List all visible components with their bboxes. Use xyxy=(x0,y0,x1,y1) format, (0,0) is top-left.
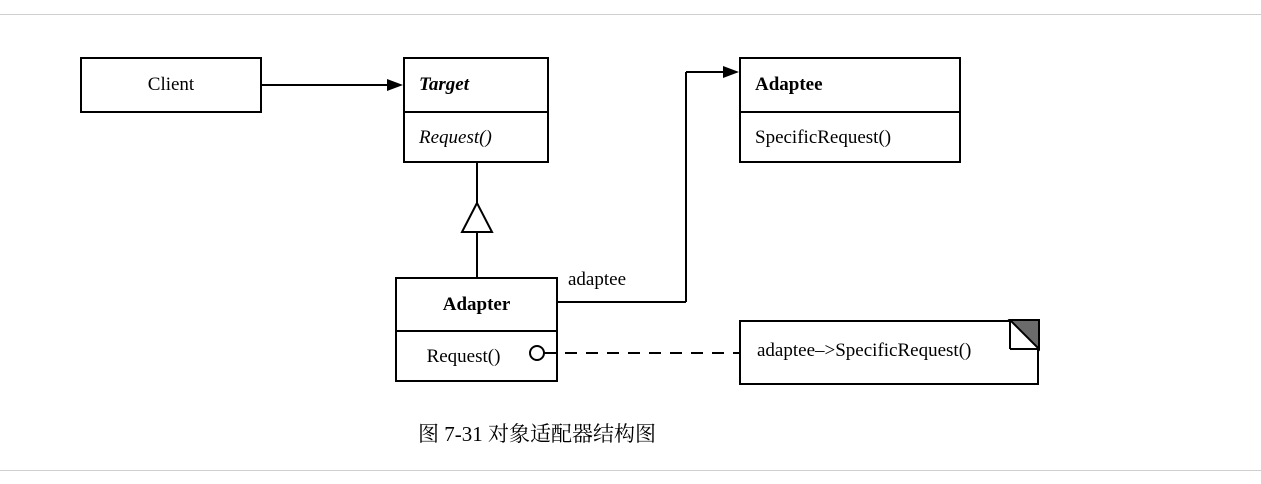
class-operation-target: Request() xyxy=(419,127,492,148)
note-text: adaptee–>SpecificRequest() xyxy=(757,340,972,361)
class-box-target[interactable] xyxy=(403,57,549,163)
class-operation-adapter: Request() xyxy=(426,346,501,367)
figure-caption: 图 7-31 对象适配器结构图 xyxy=(418,422,656,446)
page-top-rule xyxy=(0,14,1261,15)
class-box-adaptee[interactable] xyxy=(739,57,961,163)
page-bottom-rule xyxy=(0,470,1261,471)
class-name-adaptee: Adaptee xyxy=(755,74,823,95)
association-label-adaptee: adaptee xyxy=(568,269,627,290)
class-name-target: Target xyxy=(419,74,469,95)
class-box-adapter[interactable] xyxy=(395,277,558,382)
class-operation-adaptee: SpecificRequest() xyxy=(755,127,892,148)
class-box-client[interactable] xyxy=(80,57,262,113)
class-name-client: Client xyxy=(147,74,195,95)
class-name-adapter: Adapter xyxy=(442,293,511,315)
